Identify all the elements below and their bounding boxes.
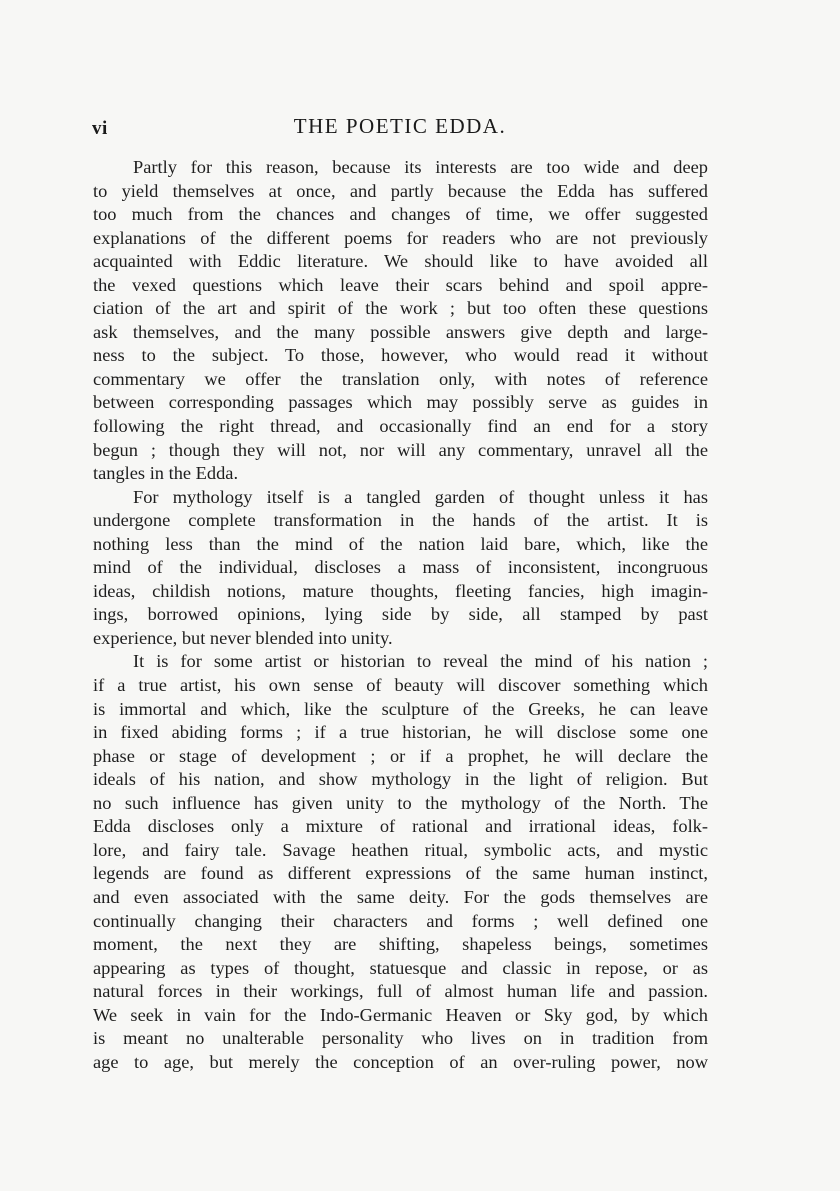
text-line: ciation of the art and spirit of the work ; but too often these questions [93,298,708,319]
text-line: is meant no unalterable personality who lives on in tradition from [93,1028,708,1049]
text-line: age to age, but merely the conception of an over-ruling power, now [93,1051,708,1072]
text-line: tangles in the Edda. [93,463,239,484]
text-line: to yield themselves at once, and partly because the Edda has suffered [93,180,708,201]
text-line: Edda discloses only a mixture of rational and irrational ideas, folk- [93,816,708,837]
text-line: legends are found as different expressions of the same human instinct, [93,863,708,884]
text-line: between corresponding passages which may possibly serve as guides in [93,392,708,413]
text-line: following the right thread, and occasionally find an end for a story [93,416,708,437]
text-line: natural forces in their workings, full of almost human life and passion. [93,981,708,1002]
text-line: experience, but never blended into unity. [93,627,393,648]
text-line: no such influence has given unity to the mythology of the North. The [93,792,708,813]
text-line: It is for some artist or historian to reveal the mind of his nation ; [133,651,708,672]
text-line: ings, borrowed opinions, lying side by side, all stamped by past [93,604,708,625]
body-text [93,156,708,1074]
paragraph [93,650,708,1074]
text-line: the vexed questions which leave their scars behind and spoil appre- [93,274,708,295]
text-line: is immortal and which, like the sculpture of the Greeks, he can leave [93,698,708,719]
text-line: continually changing their characters and forms ; well defined one [93,910,708,931]
text-line: and even associated with the same deity. For the gods themselves are [93,886,708,907]
text-line: in fixed abiding forms ; if a true historian, he will disclose some one [93,722,708,743]
text-line: too much from the chances and changes of time, we offer suggested [93,204,708,225]
text-line: commentary we offer the translation only, with notes of reference [93,368,708,389]
running-title: THE POETIC EDDA. [293,114,507,138]
text-line: explanations of the different poems for readers who are not previously [93,227,708,248]
text-line: appearing as types of thought, statuesque and classic in repose, or as [93,957,708,978]
text-line: ideas, childish notions, mature thoughts, fleeting fancies, high imagin- [93,580,708,601]
text-line: For mythology itself is a tangled garden of thought unless it has [133,486,708,507]
text-line: if a true artist, his own sense of beauty will discover something which [93,675,708,696]
text-line: acquainted with Eddic literature. We should like to have avoided all [93,251,708,272]
text-line: moment, the next they are shifting, shapeless beings, sometimes [93,934,708,955]
text-line: begun ; though they will not, nor will any commentary, unravel all the [93,439,708,460]
text-line: lore, and fairy tale. Savage heathen ritual, symbolic acts, and mystic [93,839,708,860]
text-line: undergone complete transformation in the hands of the artist. It is [93,510,708,531]
page-number: vi [92,118,108,139]
text-line: ask themselves, and the many possible answers give depth and large- [93,321,708,342]
text-line: nothing less than the mind of the nation laid bare, which, like the [93,533,708,554]
text-line: We seek in vain for the Indo-Germanic Heaven or Sky god, by which [93,1004,708,1025]
text-line: ideals of his nation, and show mythology in the light of religion. But [93,769,708,790]
text-line: mind of the individual, discloses a mass of inconsistent, incongruous [93,557,708,578]
text-line: Partly for this reason, because its interests are too wide and deep [133,157,708,177]
text-line: ness to the subject. To those, however, who would read it without [93,345,708,366]
paragraph [93,156,708,486]
text-line: phase or stage of development ; or if a prophet, he will declare the [93,745,708,766]
paragraph [93,486,708,651]
running-header [92,114,708,144]
